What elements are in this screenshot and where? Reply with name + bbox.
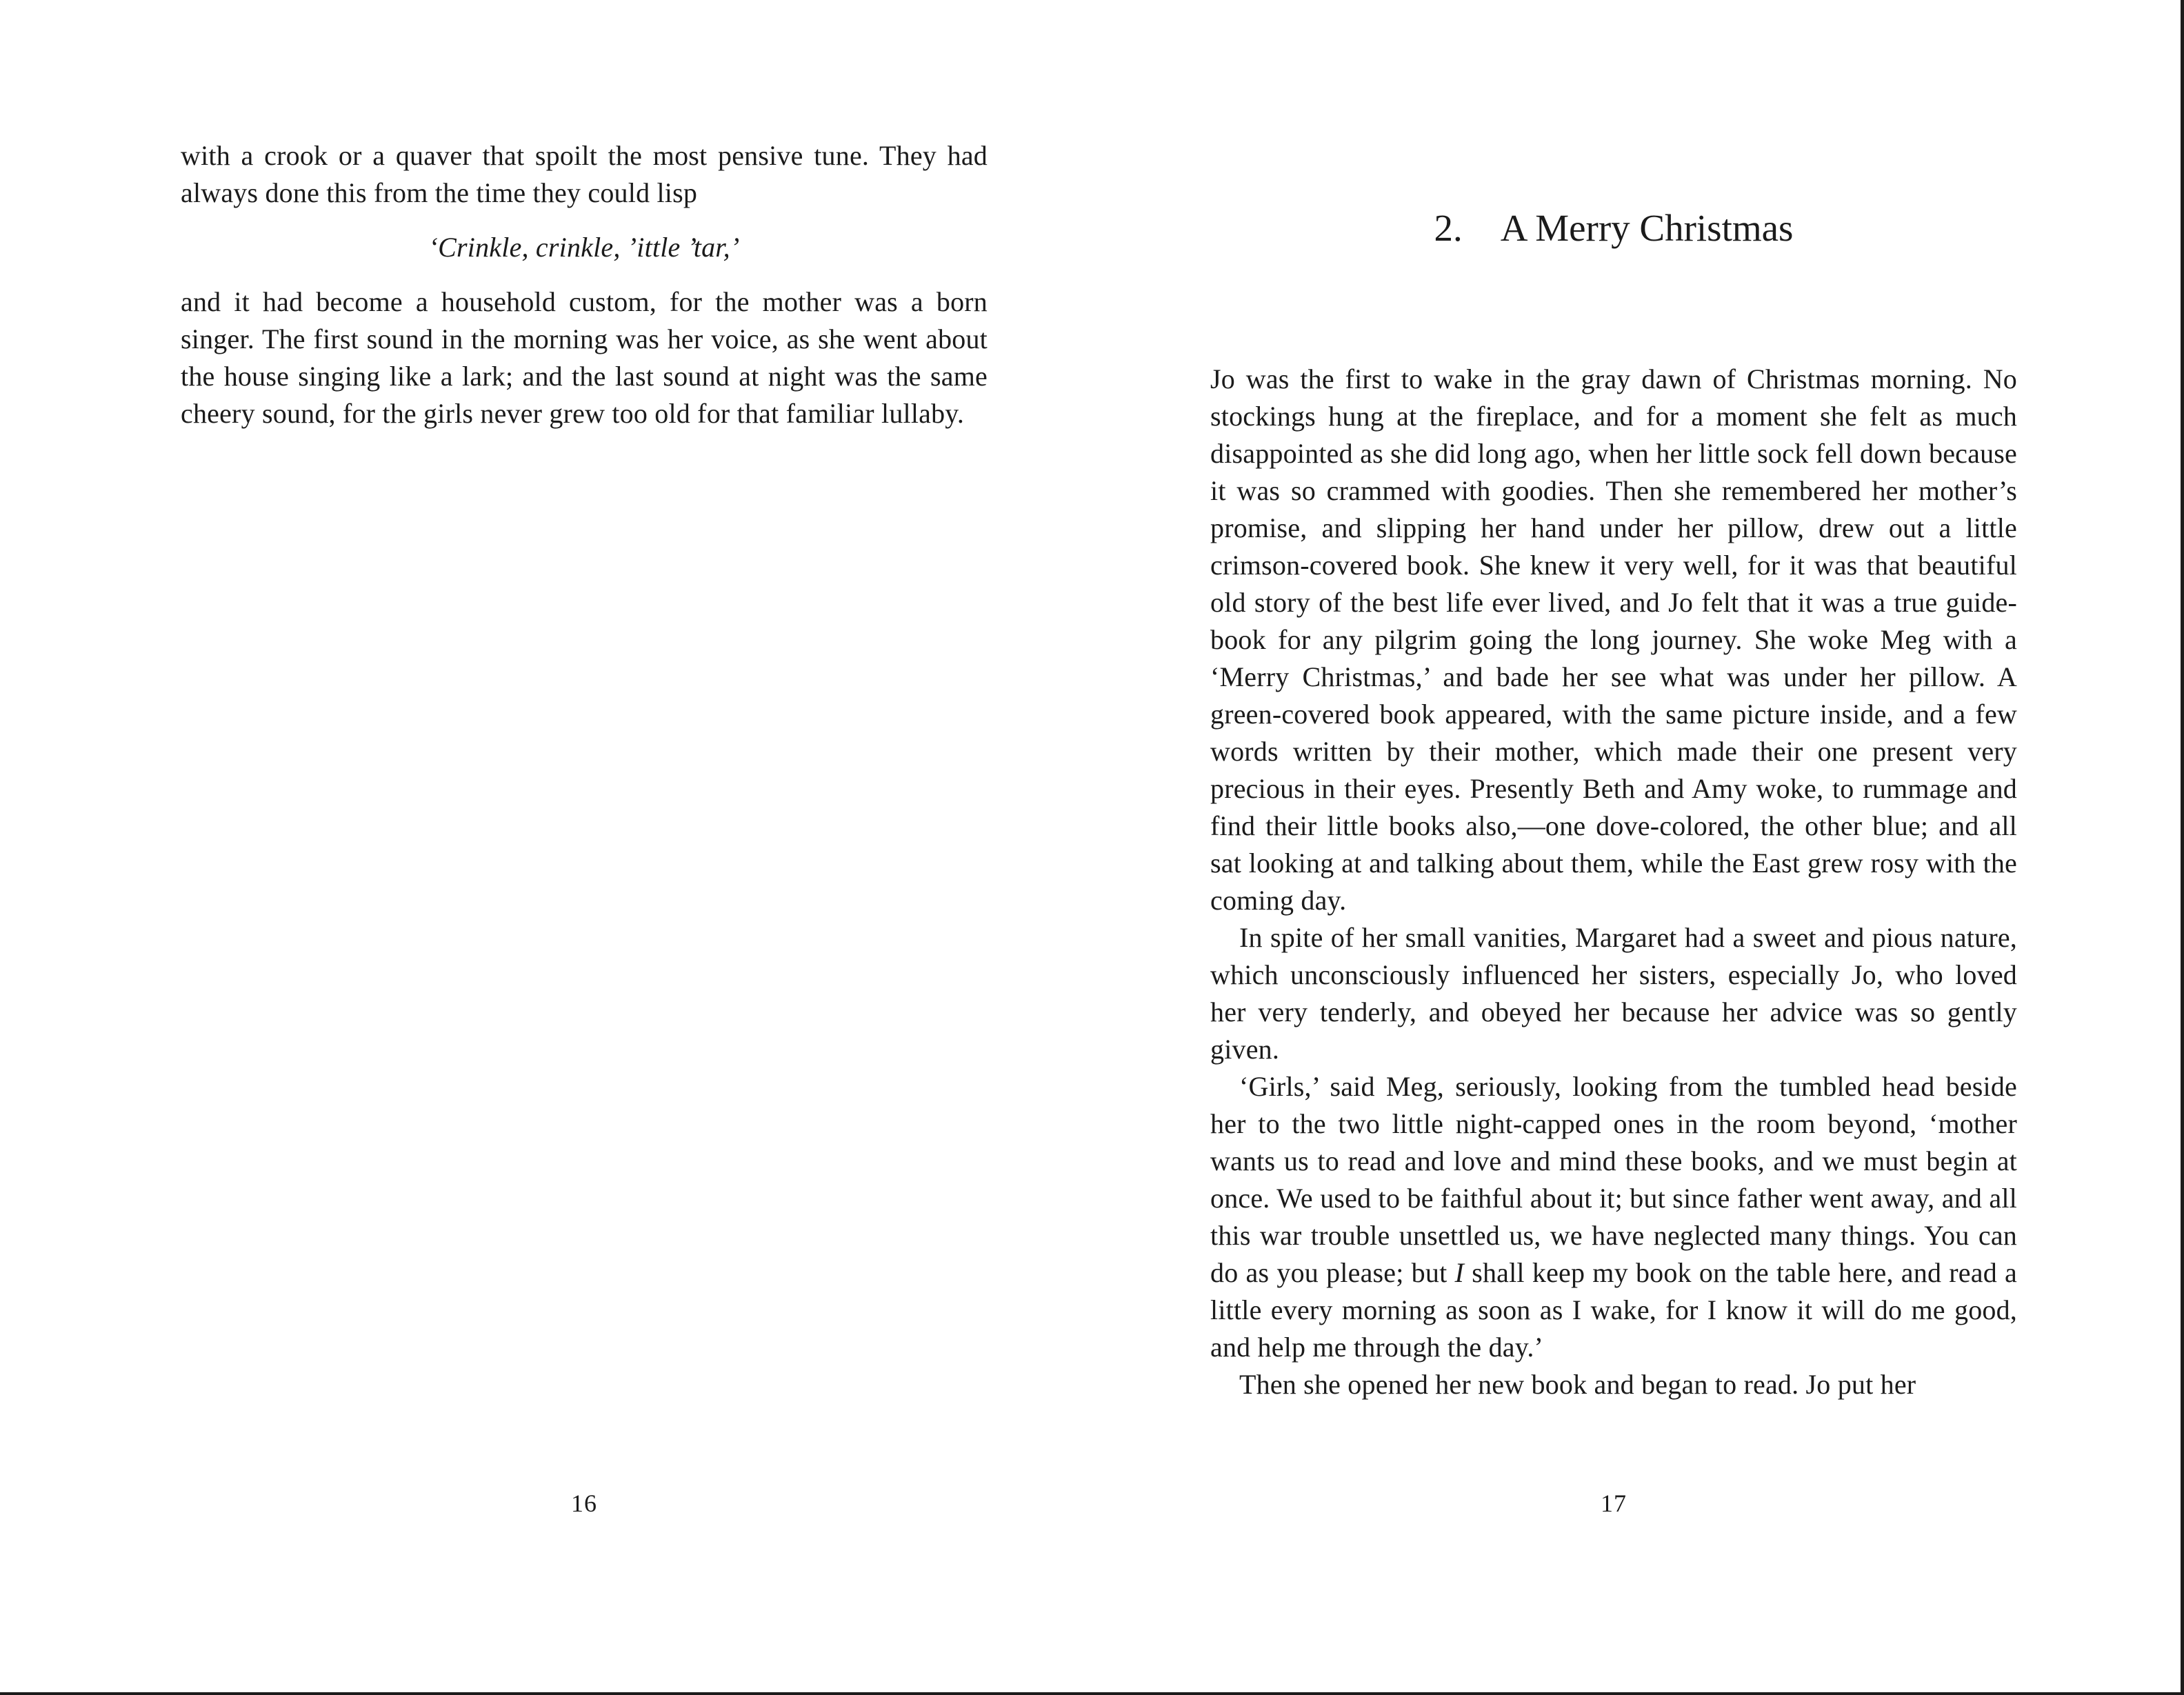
right-page-paragraph-3 — [1210, 1068, 2017, 1366]
left-page-text-column — [181, 137, 988, 432]
left-page-paragraph-continuation: with a crook or a quaver that spoilt the most pensive tune. They had always done this from the time they could lisp — [181, 140, 988, 208]
window-edge-bottom-border — [0, 1692, 2184, 1695]
right-page-paragraph-1: Jo was the first to wake in the gray dawn of Christmas morning. No stockings hung at the fireplace, and for a moment she felt as much disappointed as she did long ago, when her little sock fell down because it was so crammed with goodies. Then she remembered her mother’s promise, and slipping her hand under her pillow, drew out a little crimson-covered book. She knew it very well, for it was that beautiful old story of the best life ever lived, and Jo felt that it was a true guide-book for any pilgrim going the long journey. She woke Meg with a ‘Merry Christmas,’ and bade her see what was under her pillow. A green-covered book appeared, with the same picture inside, and a few words written by their mother, which made their one present very precious in their eyes. Presently Beth and Amy woke, to rummage and find their little books also,—one dove-colored, the other blue; and all sat looking at and talking about them, while the East grew rosy with the coming day. — [1210, 363, 2017, 916]
left-page-paragraph: and it had become a household custom, for the mother was a born singer. The first sound in the morning was her voice, as she went about the house singing like a lark; and the last sound at night was the same cheery sound, for the girls never grew too old for that familiar lullaby. — [181, 286, 988, 429]
chapter-number: 2. — [1434, 207, 1463, 249]
paragraph-3-text-before: ‘Girls,’ said Meg, seriously, looking from the tumbled head beside her to the two little night-capped ones in the room beyond, ‘mother wants us to read and love and mind these books, and we must begin at once. We used to be faithful about it; but since father went away, and all this war trouble unsettled us, we have neglected many things. You can do as you please; but — [1210, 1071, 2017, 1288]
paragraph-3-italic-word: I — [1454, 1257, 1465, 1288]
right-page-paragraph-2: In spite of her small vanities, Margaret had a sweet and pious nature, which unconsciously influenced her sisters, especially Jo, who loved her very tenderly, and obeyed her because her advice was so gently given. — [1210, 922, 2017, 1065]
right-page-text-column — [1210, 361, 2017, 1403]
right-page-paragraph-4: Then she opened her new book and began to read. Jo put her — [1239, 1369, 1916, 1400]
window-edge-right-border — [2181, 0, 2184, 1695]
verse-quote-line: ‘Crinkle, crinkle, ’ittle ’tar,’ — [428, 232, 740, 263]
chapter-title: A Merry Christmas — [1500, 207, 1794, 249]
page-number-right: 17 — [1601, 1490, 1627, 1517]
page-number-left: 16 — [571, 1490, 597, 1517]
chapter-heading — [1210, 208, 2017, 250]
paragraph-3-text-after: shall keep my book on the table here, and read a little every morning as soon as I wake, for I know it will do me good, and help me through the day.’ — [1210, 1257, 2018, 1363]
